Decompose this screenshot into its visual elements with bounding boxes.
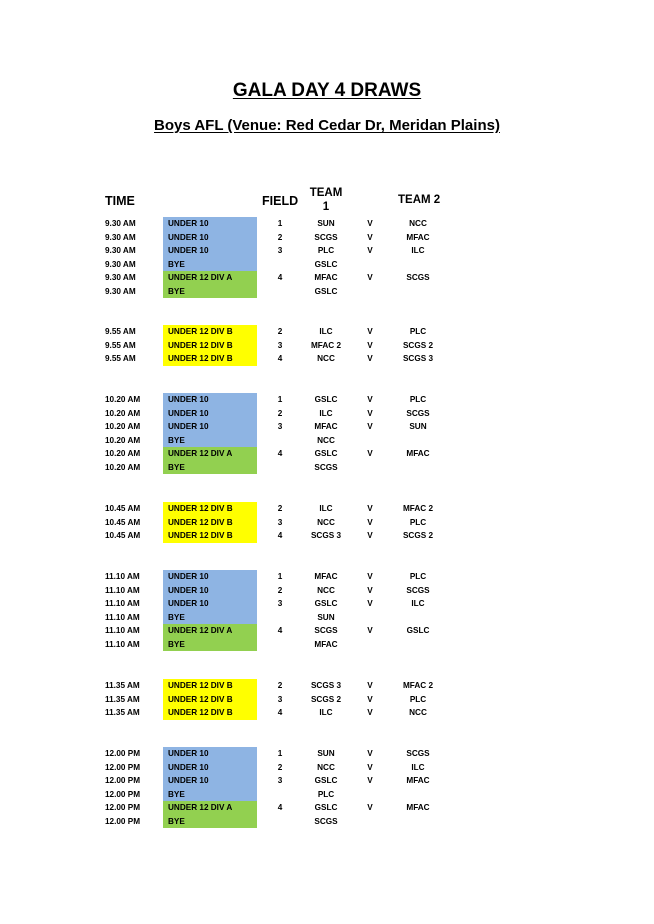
field-number: 4 [277,626,283,635]
field-number: 2 [277,408,283,418]
team-1: MFAC [314,273,338,282]
team-2: ILC [411,246,425,255]
team-1: MFAC [314,422,338,431]
team-2: MFAC [406,776,430,785]
team-1: SCGS 2 [310,694,342,704]
division: UNDER 10 [163,231,257,245]
versus: V [367,219,373,228]
match-time: 11.10 AM [105,626,140,635]
division: BYE [163,815,257,829]
table-row [0,339,654,353]
versus: V [367,626,373,635]
team-1: GSLC [314,259,338,269]
match-time: 10.20 AM [105,408,141,418]
match-time: 11.35 AM [105,681,140,690]
team-1: GSLC [314,803,338,812]
page-title: GALA DAY 4 DRAWS [232,80,422,101]
division: UNDER 12 DIV B [163,516,257,530]
division: UNDER 10 [163,393,257,407]
table-row [0,516,654,530]
match-time: 12.00 PM [105,762,141,772]
versus: V [367,803,373,812]
division: UNDER 12 DIV B [163,325,257,339]
versus: V [367,585,373,595]
division: UNDER 10 [163,761,257,775]
match-time: 9.30 AM [105,286,136,296]
table-row [0,393,654,407]
division: BYE [163,258,257,272]
header-time: TIME [105,194,135,208]
table-row [0,285,654,299]
versus: V [367,449,373,458]
match-time: 10.20 AM [105,395,141,404]
team-2: ILC [411,762,425,772]
team-2: MFAC 2 [402,681,434,690]
division: BYE [163,461,257,475]
match-time: 10.45 AM [105,531,141,540]
match-time: 11.35 AM [105,694,140,704]
team-2: SCGS 2 [402,531,434,540]
division: BYE [163,434,257,448]
versus: V [367,354,373,363]
team-1: GSLC [314,776,338,785]
versus: V [367,340,373,350]
division: UNDER 10 [163,420,257,434]
field-number: 1 [277,572,283,581]
match-time: 11.10 AM [105,572,140,581]
versus: V [367,762,373,772]
team-1: GSLC [314,395,338,404]
division: UNDER 12 DIV B [163,679,257,693]
table-row [0,502,654,516]
division: UNDER 12 DIV B [163,529,257,543]
table-row [0,407,654,421]
division: UNDER 12 DIV B [163,502,257,516]
division: UNDER 10 [163,747,257,761]
match-time: 12.00 PM [105,816,141,826]
header-team2: TEAM 2 [398,194,441,206]
team-2: SUN [409,422,427,431]
team-2: SCGS [406,273,430,282]
match-time: 9.30 AM [105,219,136,228]
match-time: 12.00 PM [105,789,141,799]
division: BYE [163,285,257,299]
field-number: 3 [277,340,283,350]
table-row [0,611,654,625]
field-number: 3 [277,422,283,431]
match-time: 9.30 AM [105,273,136,282]
match-time: 10.45 AM [105,517,141,527]
table-row [0,761,654,775]
field-number: 4 [277,273,283,282]
team-1: MFAC 2 [310,340,342,350]
team-2: SCGS [406,749,430,758]
table-row [0,774,654,788]
table-row [0,801,654,815]
team-2: ILC [411,599,425,608]
team-1: GSLC [314,449,338,458]
match-time: 9.30 AM [105,259,136,269]
division: UNDER 12 DIV B [163,693,257,707]
field-number: 2 [277,504,283,513]
table-row [0,679,654,693]
division: UNDER 12 DIV A [163,801,257,815]
versus: V [367,232,373,242]
table-row [0,815,654,829]
versus: V [367,246,373,255]
table-row [0,434,654,448]
team-1: SUN [317,612,335,622]
team-1: SUN [317,219,335,228]
match-time: 11.10 AM [105,612,140,622]
table-row [0,217,654,231]
table-row [0,788,654,802]
versus: V [367,708,373,717]
field-number: 4 [277,531,283,540]
team-1: ILC [319,504,333,513]
versus: V [367,531,373,540]
team-2: PLC [409,572,427,581]
team-1: NCC [317,762,335,772]
division: UNDER 10 [163,217,257,231]
team-2: PLC [409,327,427,336]
team-1: NCC [317,585,335,595]
table-row [0,420,654,434]
field-number: 4 [277,708,283,717]
match-time: 11.10 AM [105,585,140,595]
field-number: 3 [277,246,283,255]
field-number: 1 [277,219,283,228]
team-1: SCGS [314,462,338,472]
versus: V [367,681,373,690]
table-row [0,447,654,461]
match-time: 10.20 AM [105,435,141,445]
team-2: PLC [409,517,427,527]
team-1: PLC [317,789,335,799]
division: UNDER 10 [163,597,257,611]
versus: V [367,776,373,785]
team-2: GSLC [406,626,430,635]
field-number: 4 [277,803,283,812]
team-1: SCGS 3 [310,681,342,690]
table-row [0,529,654,543]
versus: V [367,749,373,758]
division: UNDER 10 [163,570,257,584]
team-1: NCC [317,435,335,445]
field-number: 4 [277,449,283,458]
team-2: MFAC 2 [402,504,434,513]
field-number: 2 [277,762,283,772]
team-1: GSLC [314,599,338,608]
division: UNDER 10 [163,774,257,788]
versus: V [367,395,373,404]
division: UNDER 12 DIV B [163,339,257,353]
team-2: SCGS 2 [402,340,434,350]
team-1: SCGS 3 [310,531,342,540]
match-time: 12.00 PM [105,749,141,758]
field-number: 3 [277,694,283,704]
division: UNDER 10 [163,584,257,598]
team-1: SCGS [314,232,338,242]
page-subtitle: Boys AFL (Venue: Red Cedar Dr, Meridan Plains) [154,117,500,134]
team-2: SCGS [406,408,430,418]
match-time: 11.35 AM [105,708,140,717]
team-2: MFAC [406,232,430,242]
team-1: NCC [317,354,335,363]
team-2: NCC [409,219,427,228]
division: UNDER 10 [163,244,257,258]
division: UNDER 10 [163,407,257,421]
team-2: PLC [409,694,427,704]
team-1: MFAC [314,639,338,649]
team-1: MFAC [314,572,338,581]
field-number: 2 [277,327,283,336]
versus: V [367,517,373,527]
match-time: 10.20 AM [105,449,141,458]
team-1: GSLC [314,286,338,296]
versus: V [367,694,373,704]
versus: V [367,408,373,418]
table-row [0,693,654,707]
match-time: 11.10 AM [105,639,140,649]
division: UNDER 12 DIV B [163,706,257,720]
table-row [0,706,654,720]
table-row [0,584,654,598]
header-team1: TEAM 1 [309,187,343,213]
field-number: 3 [277,776,283,785]
table-row [0,597,654,611]
versus: V [367,504,373,513]
field-number: 1 [277,749,283,758]
table-row [0,461,654,475]
field-number: 1 [277,395,283,404]
team-1: PLC [317,246,335,255]
division: BYE [163,788,257,802]
table-row [0,325,654,339]
division: UNDER 12 DIV A [163,447,257,461]
field-number: 2 [277,585,283,595]
team-2: MFAC [406,449,430,458]
match-time: 9.55 AM [105,327,136,336]
versus: V [367,599,373,608]
field-number: 2 [277,681,283,690]
division: BYE [163,611,257,625]
versus: V [367,422,373,431]
team-2: PLC [409,395,427,404]
field-number: 4 [277,354,283,363]
team-1: ILC [319,708,333,717]
match-time: 9.30 AM [105,232,136,242]
table-row [0,570,654,584]
header-field: FIELD [262,194,299,208]
table-row [0,271,654,285]
match-time: 10.20 AM [105,462,141,472]
team-1: NCC [317,517,335,527]
team-2: SCGS [406,585,430,595]
match-time: 9.55 AM [105,340,136,350]
match-time: 9.55 AM [105,354,136,363]
match-time: 11.10 AM [105,599,140,608]
team-1: SCGS [314,816,338,826]
division: BYE [163,638,257,652]
team-1: ILC [319,327,333,336]
table-row [0,352,654,366]
match-time: 10.45 AM [105,504,141,513]
team-2: SCGS 3 [402,354,434,363]
team-2: MFAC [406,803,430,812]
match-time: 12.00 PM [105,803,141,812]
team-1: SUN [317,749,335,758]
table-row [0,258,654,272]
field-number: 3 [277,517,283,527]
field-number: 2 [277,232,283,242]
versus: V [367,273,373,282]
division: UNDER 12 DIV A [163,271,257,285]
division: UNDER 12 DIV B [163,352,257,366]
team-1: SCGS [314,626,338,635]
table-row [0,231,654,245]
team-1: ILC [319,408,333,418]
table-row [0,747,654,761]
match-time: 9.30 AM [105,246,136,255]
match-time: 10.20 AM [105,422,141,431]
table-row [0,624,654,638]
table-row [0,638,654,652]
versus: V [367,327,373,336]
versus: V [367,572,373,581]
match-time: 12.00 PM [105,776,141,785]
field-number: 3 [277,599,283,608]
division: UNDER 12 DIV A [163,624,257,638]
table-row [0,244,654,258]
team-2: NCC [409,708,427,717]
